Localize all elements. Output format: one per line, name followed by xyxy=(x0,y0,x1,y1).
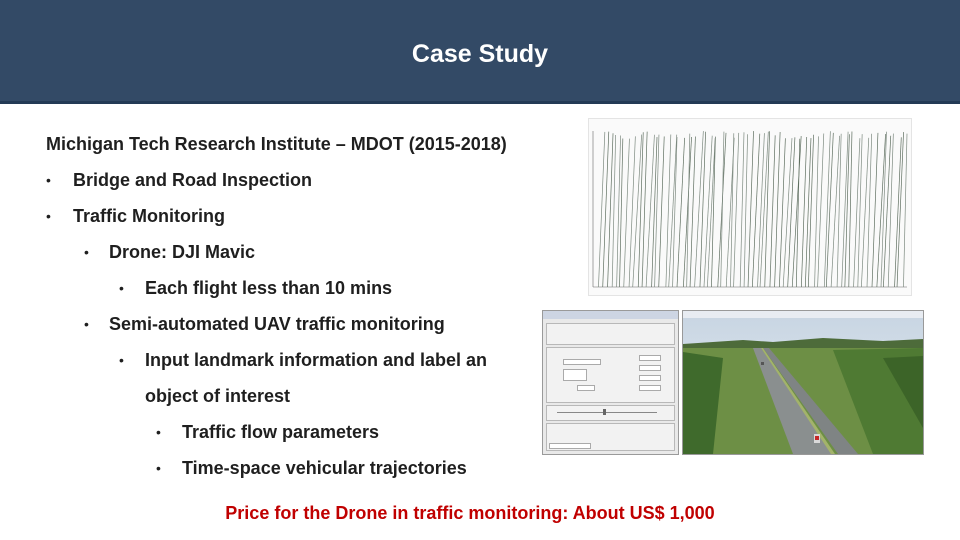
trajectory-line xyxy=(740,132,744,287)
bullet-dot: • xyxy=(46,208,51,224)
bullet-dot: • xyxy=(119,280,124,296)
bullet-dot: • xyxy=(84,244,89,260)
bullet-dot: • xyxy=(156,424,161,440)
trajectory-line xyxy=(687,134,690,287)
bullet-trajectories: Time-space vehicular trajectories xyxy=(182,458,467,478)
trajectory-line xyxy=(888,134,893,287)
trajectory-line xyxy=(633,135,642,287)
trajectory-line xyxy=(629,136,635,287)
bullet-dot: • xyxy=(119,352,124,368)
trajectory-line xyxy=(854,138,860,287)
trajectory-line xyxy=(837,134,841,287)
seek-track xyxy=(557,412,657,413)
slide-title: Case Study xyxy=(411,40,549,68)
trajectory-line xyxy=(704,136,712,287)
trajectory-line xyxy=(775,132,781,287)
trajectory-line xyxy=(646,135,654,287)
bullet-input-landmark: Input landmark information and label an xyxy=(145,350,488,370)
software-screenshot xyxy=(542,310,679,455)
heading: Michigan Tech Research Institute – MDOT (2015-2018) xyxy=(46,134,507,154)
trajectory-line xyxy=(673,137,677,287)
trajectory-line xyxy=(818,134,824,287)
bullet-drone: Drone: DJI Mavic xyxy=(109,242,256,262)
trajectory-plot-image xyxy=(588,118,912,296)
trajectory-line xyxy=(903,134,907,287)
seek-handle xyxy=(603,409,606,415)
bullet-traffic-monitoring: Traffic Monitoring xyxy=(73,206,225,226)
trajectory-line xyxy=(734,133,739,287)
trajectory-line xyxy=(695,131,704,287)
drone-price-note: Price for the Drone in traffic monitoring: About US$ 1,000 xyxy=(225,503,715,523)
highway-scene xyxy=(683,318,923,454)
trajectory-line xyxy=(677,138,685,287)
trajectory-line xyxy=(744,134,748,287)
bullet-dot: • xyxy=(46,172,51,188)
bullet-bridge-road: Bridge and Road Inspection xyxy=(73,170,313,190)
title-bar xyxy=(0,0,960,104)
trajectory-line xyxy=(690,136,695,287)
bullet-traffic-flow: Traffic flow parameters xyxy=(182,422,380,442)
trajectory-line xyxy=(652,137,657,287)
trajectory-line xyxy=(707,138,715,287)
trajectory-line xyxy=(700,132,706,287)
trajectory-line xyxy=(872,133,878,287)
trajectory-line xyxy=(718,133,726,287)
trajectory-line xyxy=(881,132,886,287)
trajectory-line xyxy=(815,136,819,287)
bullet-dot: • xyxy=(84,316,89,332)
trajectory-line xyxy=(858,134,862,287)
trajectory-line xyxy=(721,132,724,287)
trajectory-line xyxy=(608,133,613,287)
bullet-input-landmark-cont: object of interest xyxy=(145,386,291,406)
trajectory-line xyxy=(849,131,852,287)
trajectory-line xyxy=(624,139,630,287)
trajectory-lines xyxy=(589,119,911,295)
trajectory-line xyxy=(748,131,753,287)
bullet-semi-automated: Semi-automated UAV traffic monitoring xyxy=(109,314,445,334)
trajectory-line xyxy=(711,137,715,287)
bullet-dot: • xyxy=(156,460,161,476)
trajectory-line xyxy=(655,135,659,287)
drone-video-image xyxy=(682,310,924,455)
trajectory-line xyxy=(730,133,733,287)
trajectory-line xyxy=(612,135,615,287)
trajectory-line xyxy=(808,135,813,287)
trajectory-line xyxy=(659,136,664,287)
trajectory-line xyxy=(770,135,775,287)
bullet-flight-time: Each flight less than 10 mins xyxy=(145,278,393,298)
